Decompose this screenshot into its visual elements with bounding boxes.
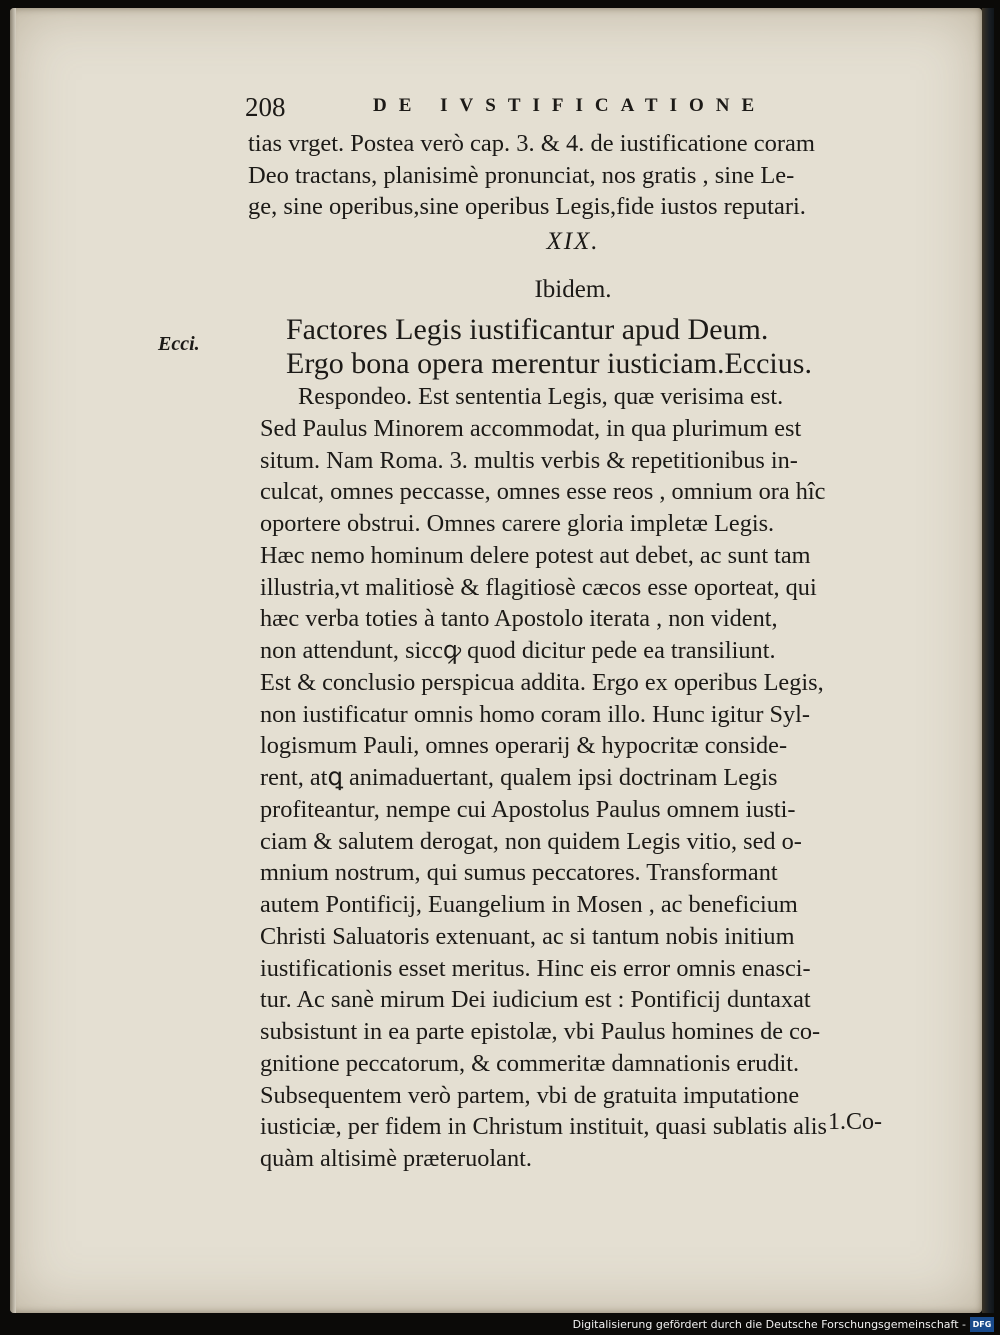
main-paragraph [260,381,900,1175]
text-line: illustria,vt malitiosè & flagitiosè cæcos esse oporteat, qui [260,573,817,601]
text-line: non attendunt, siccꝙ quod dicitur pede ea transiliunt. [260,637,776,664]
text-line: tias vrget. Postea verò cap. 3. & 4. de iustificatione coram [248,130,815,157]
text-line: quàm altisimè præteruolant. [260,1145,532,1172]
text-line: situm. Nam Roma. 3. multis verbis & repetitionibus in- [260,446,798,474]
thesis-statement [286,313,906,381]
text-line: tur. Ac sanè mirum Dei iudicium est : Pontificij duntaxat [260,986,811,1014]
book-spine [982,8,994,1313]
text-line: profiteantur, nempe cui Apostolus Paulus omnem iusti- [260,795,796,823]
text-line: mnium nostrum, qui sumus peccatores. Transformant [260,859,778,887]
text-line: ge, sine operibus,sine operibus Legis,fide iustos reputari. [248,193,806,221]
text-line: Deo tractans, planisimè pronunciat, nos gratis , sine Le- [248,161,795,189]
text-line: Hæc nemo hominum delere potest aut debet, ac sunt tam [260,541,811,569]
running-head [245,92,885,124]
text-line: Sed Paulus Minorem accommodat, in qua plurimum est [260,414,802,442]
text-line: hæc verba toties à tanto Apostolo iterata , non vident, [260,605,778,633]
thesis-line: Ergo bona opera merentur iusticiam.Eccius. [286,347,812,380]
text-line: subsistunt in ea parte epistolæ, vbi Paulus homines de co- [260,1018,821,1045]
dfg-logo: DFG [970,1317,994,1332]
text-line: iusticiæ, per fidem in Christum instituit, quasi sublatis alis [260,1113,827,1141]
text-line: Est & conclusio perspicua addita. Ergo ex operibus Legis, [260,668,824,696]
page-edge [10,8,16,1313]
digitization-footer [0,1315,1000,1335]
catchword: 1.Co- [828,1109,882,1135]
text-line: logismum Pauli, omnes operarij & hypocritæ conside- [260,732,788,760]
text-line: Respondeo. Est sententia Legis, quæ verisima est. [298,383,784,410]
marginal-note: Ecci. [158,333,200,355]
running-title: DE IVSTIFICATIONE [373,95,767,116]
text-line: oportere obstrui. Omnes carere gloria impletæ Legis. [260,510,775,537]
text-line: rent, atꝗ animaduertant, qualem ipsi doctrinam Legis [260,764,778,791]
footer-credit: Digitalisierung gefördert durch die Deutsche Forschungsgemeinschaft - [572,1318,966,1331]
text-line: autem Pontificij, Euangelium in Mosen , ac beneficium [260,891,798,918]
opening-paragraph [248,128,898,223]
text-line: ciam & salutem derogat, non quidem Legis vitio, sed o- [260,827,802,855]
text-line: culcat, omnes peccasse, omnes esse reos , omnium ora hîc [260,478,826,506]
text-line: Christi Saluatoris extenuant, ac si tantum nobis initium [260,922,795,950]
text-line: Subsequentem verò partem, vbi de gratuita imputatione [260,1081,800,1109]
text-line: iustificationis esset meritus. Hinc eis error omnis enasci- [260,954,811,982]
section-source: Ibidem. [534,276,612,303]
thesis-line: Factores Legis iustificantur apud Deum. [286,313,769,346]
text-line: gnitione peccatorum, & commeritæ damnationis erudit. [260,1049,800,1077]
section-number: XIX. [546,228,600,255]
page-number: 208 [245,92,286,122]
text-line: non iustificatur omnis homo coram illo. Hunc igitur Syl- [260,700,810,728]
